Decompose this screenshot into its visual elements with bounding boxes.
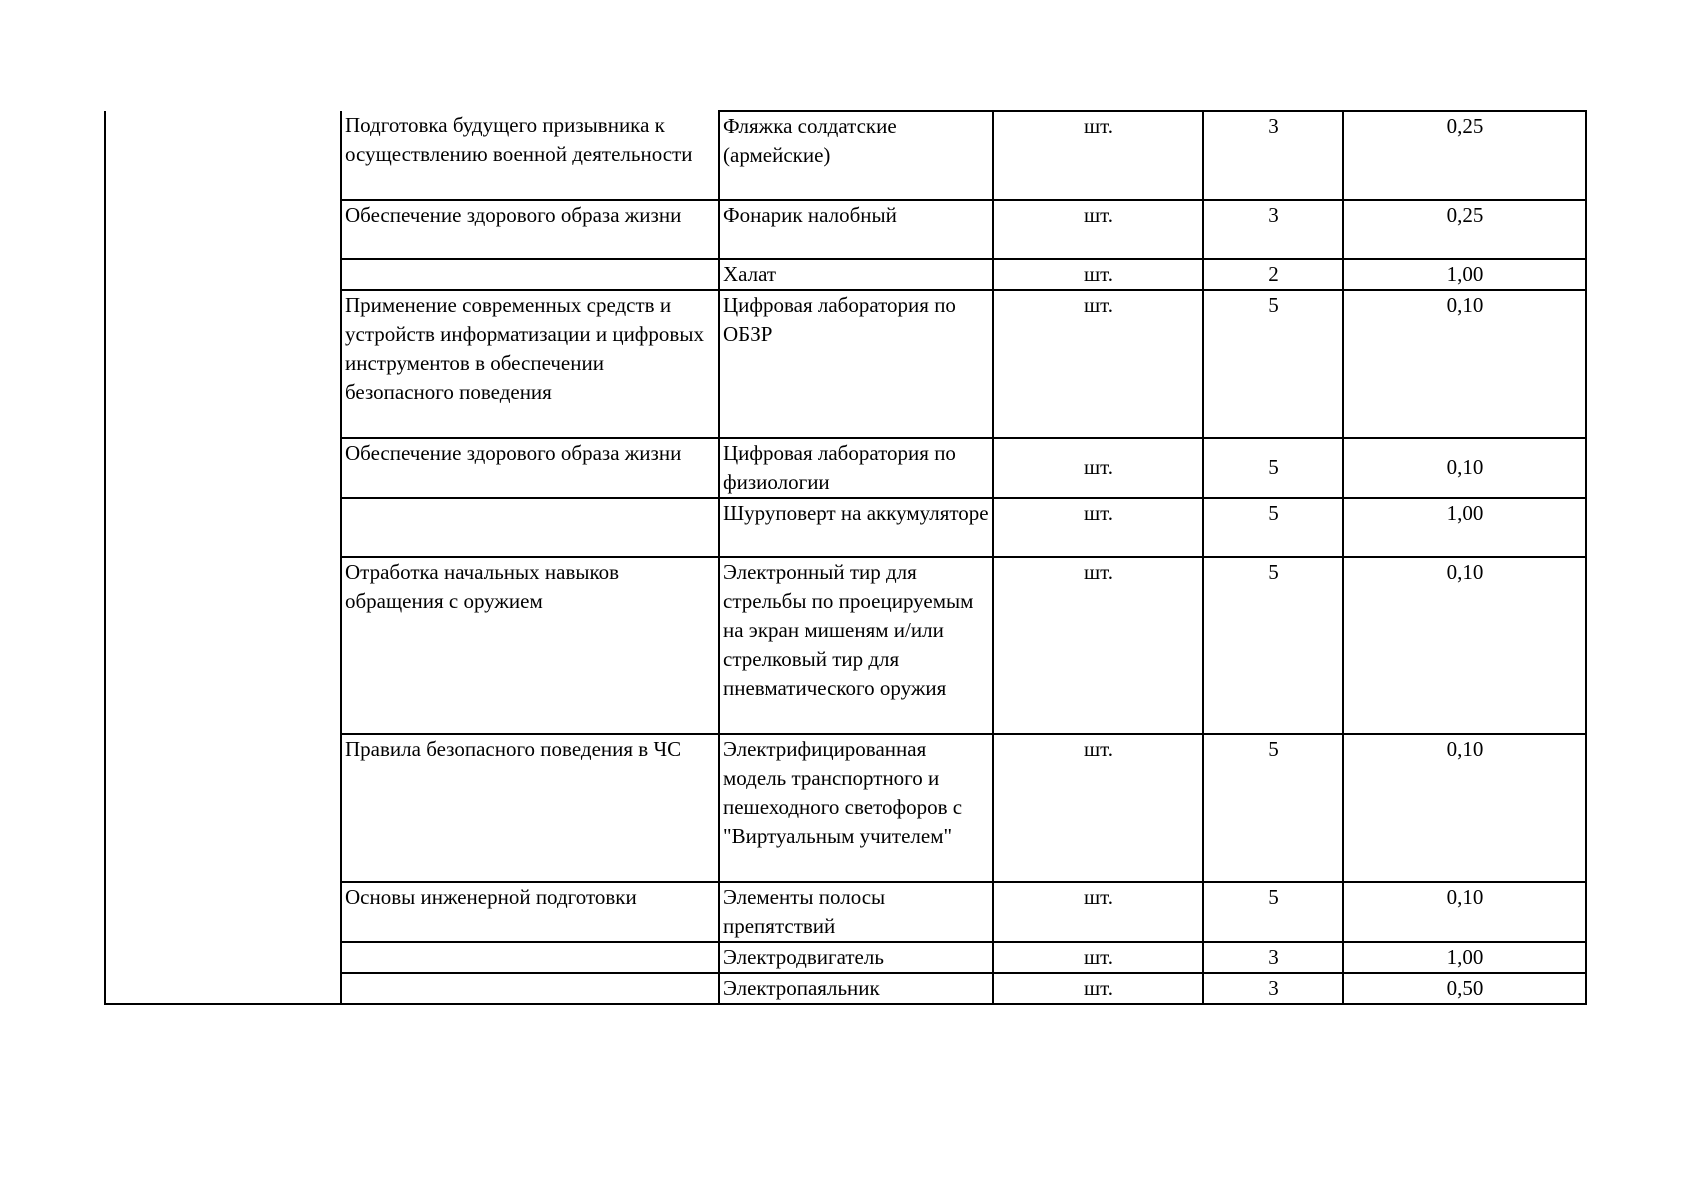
section-cell: Основы инженерной подготовки [341, 882, 719, 942]
qty-cell: 3 [1203, 200, 1343, 259]
section-cell: Обеспечение здорового образа жизни [341, 200, 719, 259]
section-cell: Применение современных средств и устройств информатизации и цифровых инструментов в обеспечении безопасного поведения [341, 290, 719, 438]
unit-cell: шт. [993, 498, 1203, 557]
section-cell [341, 259, 719, 290]
coef-cell: 1,00 [1343, 259, 1586, 290]
coef-cell: 0,10 [1343, 438, 1586, 498]
table-row [105, 111, 1586, 200]
section-cell [341, 942, 719, 973]
coef-cell: 0,10 [1343, 882, 1586, 942]
qty-cell: 5 [1203, 290, 1343, 438]
coef-cell: 0,25 [1343, 200, 1586, 259]
unit-cell: шт. [993, 259, 1203, 290]
unit-cell: шт. [993, 111, 1203, 200]
section-cell [341, 498, 719, 557]
qty-cell: 3 [1203, 111, 1343, 200]
unit-cell: шт. [993, 438, 1203, 498]
item-cell: Электронный тир для стрельбы по проецируемым на экран мишеням и/или стрелковый тир для пневматического оружия [719, 557, 993, 734]
item-cell: Электродвигатель [719, 942, 993, 973]
coef-cell: 1,00 [1343, 498, 1586, 557]
item-cell: Шуруповерт на аккумуляторе [719, 498, 993, 557]
unit-cell: шт. [993, 557, 1203, 734]
coef-cell: 0,10 [1343, 290, 1586, 438]
section-cell [341, 973, 719, 1004]
item-cell: Электрифицированная модель транспортного и пешеходного светофоров с "Виртуальным учителем" [719, 734, 993, 882]
qty-cell: 5 [1203, 882, 1343, 942]
empty-left-cell [105, 111, 341, 1004]
coef-cell: 0,50 [1343, 973, 1586, 1004]
item-cell: Фонарик налобный [719, 200, 993, 259]
unit-cell: шт. [993, 734, 1203, 882]
qty-cell: 5 [1203, 438, 1343, 498]
item-cell: Электропаяльник [719, 973, 993, 1004]
qty-cell: 2 [1203, 259, 1343, 290]
section-cell: Обеспечение здорового образа жизни [341, 438, 719, 498]
unit-cell: шт. [993, 882, 1203, 942]
section-cell: Правила безопасного поведения в ЧС [341, 734, 719, 882]
item-cell: Элементы полосы препятствий [719, 882, 993, 942]
qty-cell: 5 [1203, 557, 1343, 734]
unit-cell: шт. [993, 200, 1203, 259]
unit-cell: шт. [993, 973, 1203, 1004]
item-cell: Халат [719, 259, 993, 290]
item-cell: Фляжка солдатские (армейские) [719, 111, 993, 200]
item-cell: Цифровая лаборатория по ОБЗР [719, 290, 993, 438]
item-cell: Цифровая лаборатория по физиологии [719, 438, 993, 498]
qty-cell: 5 [1203, 498, 1343, 557]
section-cell: Подготовка будущего призывника к осуществлению военной деятельности [341, 111, 719, 200]
qty-cell: 3 [1203, 942, 1343, 973]
qty-cell: 3 [1203, 973, 1343, 1004]
coef-cell: 1,00 [1343, 942, 1586, 973]
coef-cell: 0,10 [1343, 557, 1586, 734]
qty-cell: 5 [1203, 734, 1343, 882]
equipment-table [104, 110, 1587, 1005]
coef-cell: 0,25 [1343, 111, 1586, 200]
unit-cell: шт. [993, 942, 1203, 973]
unit-cell: шт. [993, 290, 1203, 438]
coef-cell: 0,10 [1343, 734, 1586, 882]
section-cell: Отработка начальных навыков обращения с оружием [341, 557, 719, 734]
